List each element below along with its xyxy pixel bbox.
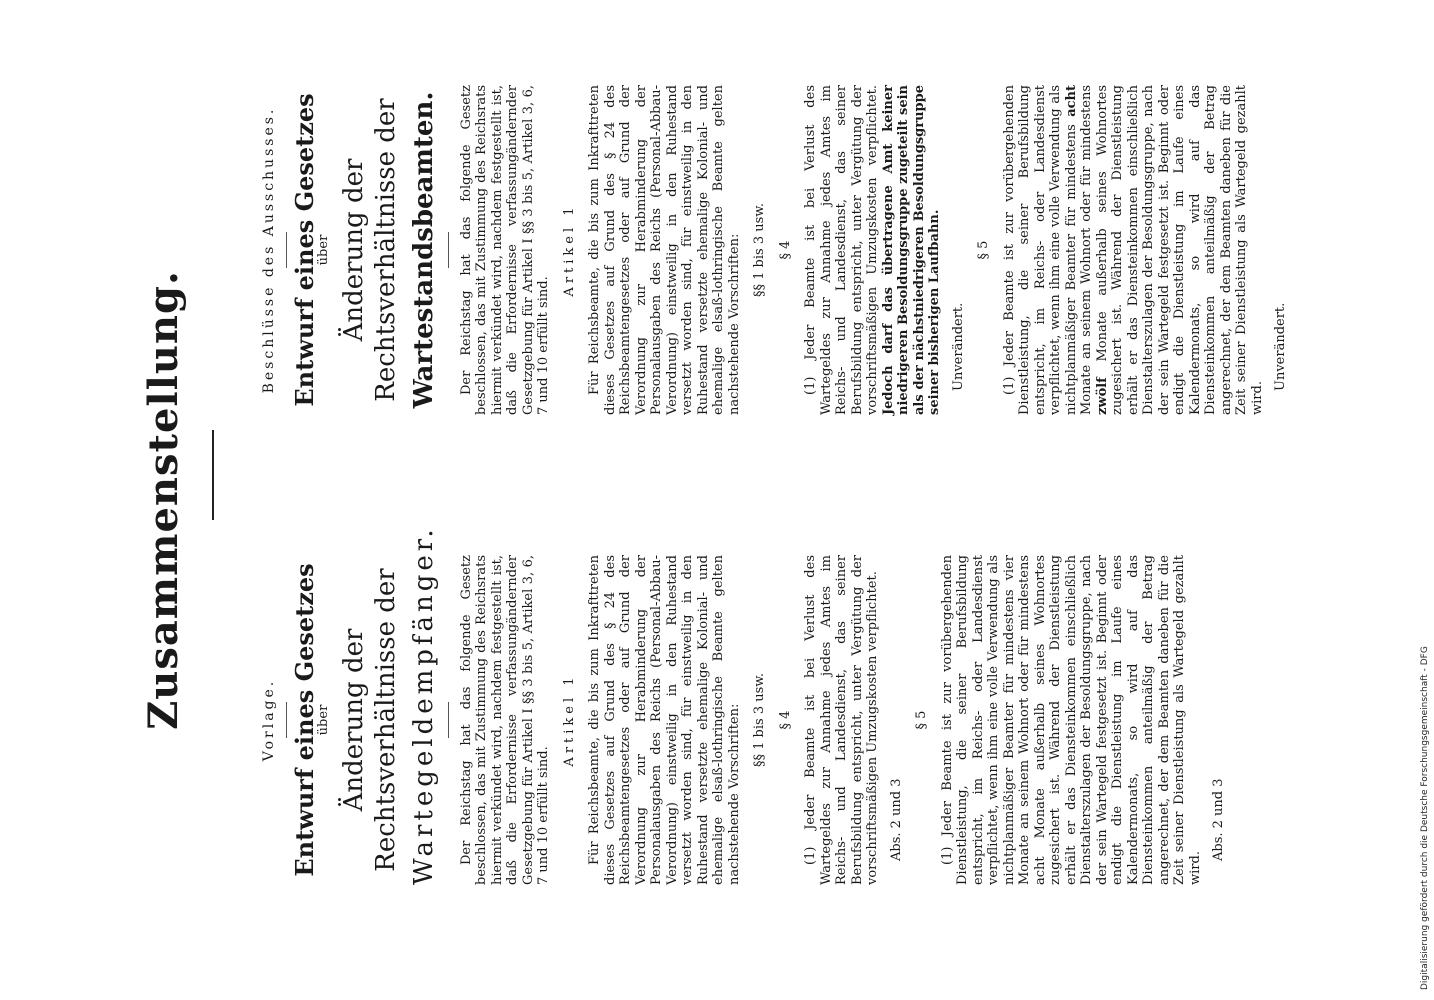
section-4-heading: § 4 (777, 710, 793, 730)
law-title: Entwurf eines Gesetzes (289, 93, 319, 407)
column-beschluesse (250, 85, 1299, 415)
article-text: Für Reichsbeamte, die bis zum Inkrafttreten dieses Gesetzes auf Grund des § 24 des Reichsbeamtengesetzes oder auf Grund der Verordnung zur Herabminderung der Personalausgaben des Reichs (Personal-Abbau-Verordnung) einstweilig in den Ruhestand versetzt worden sind, für einstweilig in den Ruhestand versetzte ehemalige Kolonial- und ehemalige elsaß-lothringische Beamte gelten nachstehende Vorschriften: (587, 85, 742, 415)
section-1-3: §§ 1 bis 3 usw. (752, 203, 767, 297)
section-4-heading: § 4 (777, 240, 793, 260)
column-vorlage (250, 525, 1237, 885)
article-heading: Artikel 1 (561, 673, 577, 767)
section-5-abs: Unverändert. (1273, 302, 1288, 391)
section-4-text (803, 85, 943, 415)
dfg-side-note-text: Digitalisierung gefördert durch die Deutsche Forschungsgemeinschaft - DFG (1420, 646, 1430, 990)
ueber-label: über (316, 704, 331, 736)
section-5-text-b: Monate an seinem Wohnort oder für mindestens (1079, 85, 1094, 415)
page-title: Zusammenstellung. (140, 270, 187, 730)
section-5-text-a: (1) Jeder Beamte ist zur vorübergehenden Dienstleistung, die seiner Berufsbildung entspricht, im Reichs- oder Landesdienst verpflichtet, wenn ihm eine volle Verwendung als nichtplanmäßiger Beamter für mindestens (1001, 85, 1079, 415)
divider (448, 702, 449, 738)
law-subject-line1: Änderung der Rechtsverhältnisse der (338, 568, 401, 872)
divider (286, 702, 287, 738)
ueber-label: über (316, 234, 331, 266)
column-heading: Vorlage. (261, 678, 277, 762)
article-heading: Artikel 1 (561, 203, 577, 297)
intro-paragraph: Der Reichstag hat das folgende Gesetz beschlossen, das mit Zustimmung des Reichsrats hiermit verkündet wird, nachdem festgestellt ist, daß die Erfordernisse verfassungändernder Gesetzgebung für Artikel I §§ 3 bis 5, Artikel 3, 6, 7 und 10 erfüllt sind. (458, 555, 551, 885)
section-4-text: (1) Jeder Beamte ist bei Verlust des Wartegeldes zur Annahme jedes Amtes im Reichs- und Landesdienst, das seiner Berufsbildung entspricht, unter Vergütung der vorschriftsmäßigen Umzugskosten verpflichtet. (803, 555, 880, 885)
section-5-heading: § 5 (914, 710, 929, 730)
divider (448, 232, 449, 268)
section-5-bold-zwoelf: zwölf (1094, 377, 1110, 415)
law-title: Entwurf eines Gesetzes (289, 563, 319, 877)
title-divider (212, 430, 214, 520)
intro-paragraph: Der Reichstag hat das folgende Gesetz beschlossen, das mit Zustimmung des Reichsrats hiermit verkündet wird, nachdem festgestellt ist, daß die Erfordernisse verfassungändernder Gesetzgebung für Artikel I §§ 3 bis 5, Artikel 3, 6, 7 und 10 erfüllt sind. (458, 85, 551, 415)
law-subject-line2: Wartegeldempfänger. (408, 525, 439, 885)
section-4-text-regular: (1) Jeder Beamte ist bei Verlust des Wartegeldes zur Annahme jedes Amtes im Reichs- und Landesdienst, das seiner Berufsbildung entspricht, unter Vergütung der vorschriftsmäßigen Umzugskosten verpflichtet. (803, 85, 880, 415)
section-5-text (1002, 85, 1266, 415)
section-4-abs: Unverändert. (950, 302, 966, 391)
section-5-text: (1) Jeder Beamte ist zur vorübergehenden Dienstleistung, die seiner Berufsbildung entspricht, im Reichs- oder Landesdienst verpflichtet, wenn ihm eine volle Verwendung als nichtplanmäßiger Beamter für mindestens vier Monate an seinem Wohnort oder für mindestens acht Monate außerhalb seines Wohnortes zugesichert ist. Während der Dienstleistung erhält er das Diensteinkommen einschließlich Dienstalterszulagen der Besoldungsgruppe, nach der sein Wartegeld festgesetzt ist. Beginnt oder endigt die Dienstleistung im Laufe eines Kalendermonats, so wird auf das Diensteinkommen anteilmäßig der Betrag angerechnet, der dem Beamten daneben für die Zeit seiner Dienstleistung als Wartegeld gezahlt wird. (939, 555, 1203, 885)
section-5-text-c: Monate außerhalb seines Wohnortes zugesichert ist. Während der Dienstleistung erhält er das Diensteinkommen einschließlich Dienstalterszulagen der Besoldungsgruppe, nach der sein Wartegeld festgesetzt ist. Beginnt oder endigt die Dienstleistung im Laufe eines Kalendermonats, so wird auf das Diensteinkommen anteilmäßig der Betrag angerechnet, der dem Beamten daneben für die Zeit seiner Dienstleistung als Wartegeld gezahlt wird. (1094, 85, 1265, 415)
section-5-heading: § 5 (976, 240, 991, 260)
dfg-side-note (1420, 646, 1434, 991)
article-text: Für Reichsbeamte, die bis zum Inkrafttreten dieses Gesetzes auf Grund des § 24 des Reichsbeamtengesetzes oder auf Grund der Verordnung zur Herabminderung der Personalausgaben des Reichs (Personal-Abbau-Verordnung) einstweilig in den Ruhestand versetzt worden sind, für einstweilig in den Ruhestand versetzte ehemalige Kolonial- und ehemalige elsaß-lothringische Beamte gelten nachstehende Vorschriften: (587, 555, 742, 885)
law-subject-line1: Änderung der Rechtsverhältnisse der (338, 98, 401, 402)
section-1-3: §§ 1 bis 3 usw. (752, 673, 767, 767)
law-subject-line2: Wartestandsbeamten. (408, 91, 439, 409)
section-4-abs: Abs. 2 und 3 (888, 778, 904, 861)
section-5-bold-acht: acht (1063, 85, 1079, 117)
divider (286, 232, 287, 268)
column-heading: Beschlüsse des Ausschusses. (261, 106, 277, 394)
section-5-abs: Abs. 2 und 3 (1211, 778, 1226, 861)
section-4-text-bold: Jedoch darf das übertragene Amt keiner niedrigeren Besoldungsgruppe zugeteilt sein als der nächstniedrigeren Besoldungsgruppe seiner bisherigen Laufbahn. (880, 85, 942, 415)
